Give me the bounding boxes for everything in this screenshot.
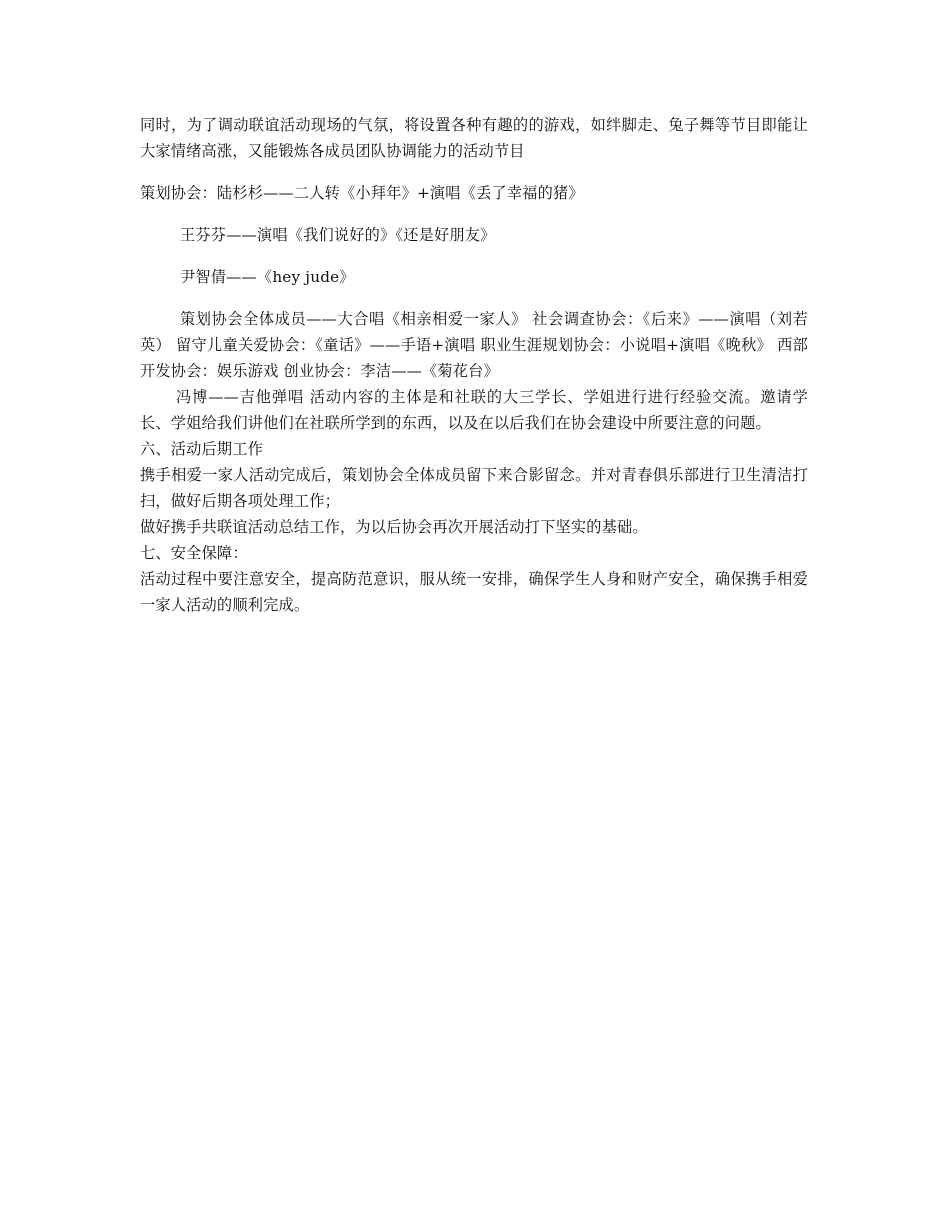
paragraph-wang-fenfen: 王芬芬——演唱《我们说好的》《还是好朋友》 bbox=[180, 226, 496, 244]
paragraph-planning-association: 策划协会：陆杉杉——二人转《小拜年》+演唱《丢了幸福的猪》 bbox=[140, 184, 584, 202]
heading-safety: 七、安全保障： bbox=[140, 544, 248, 562]
paragraph-yin-zhiqian: 尹智倩——《hey jude》 bbox=[180, 268, 355, 286]
paragraph-intro: 同时，为了调动联谊活动现场的气氛，将设置各种有趣的的游戏，如绊脚走、兔子舞等节目即能让大家情绪高涨，又能锻炼各成员团队协调能力的活动节目 bbox=[140, 116, 808, 160]
paragraph-program-list: 策划协会全体成员——大合唱《相亲相爱一家人》 社会调查协会：《后来》——演唱（刘若英） 留守儿童关爱协会：《童话》——手语+演唱 职业生涯规划协会：小说唱+演唱《晚秋》 西部开发协会：娱乐游戏 创业协会：李洁——《菊花台》 bbox=[140, 310, 808, 380]
paragraph-post-activity: 携手相爱一家人活动完成后，策划协会全体成员留下来合影留念。并对青春俱乐部进行卫生清洁打扫，做好后期各项处理工作； bbox=[140, 466, 808, 510]
paragraph-safety: 活动过程中要注意安全，提高防范意识，服从统一安排，确保学生人身和财产安全，确保携手相爱一家人活动的顺利完成。 bbox=[140, 570, 808, 614]
paragraph-experience-exchange: 冯博——吉他弹唱 活动内容的主体是和社联的大三学长、学姐进行进行经验交流。邀请学长、学姐给我们讲他们在社联所学到的东西，以及在以后我们在协会建设中所要注意的问题。 bbox=[140, 388, 808, 432]
heading-post-activity: 六、活动后期工作 bbox=[140, 440, 264, 458]
paragraph-summary: 做好携手共联谊活动总结工作，为以后协会再次开展活动打下坚实的基础。 bbox=[140, 518, 648, 536]
document-body bbox=[140, 112, 808, 618]
